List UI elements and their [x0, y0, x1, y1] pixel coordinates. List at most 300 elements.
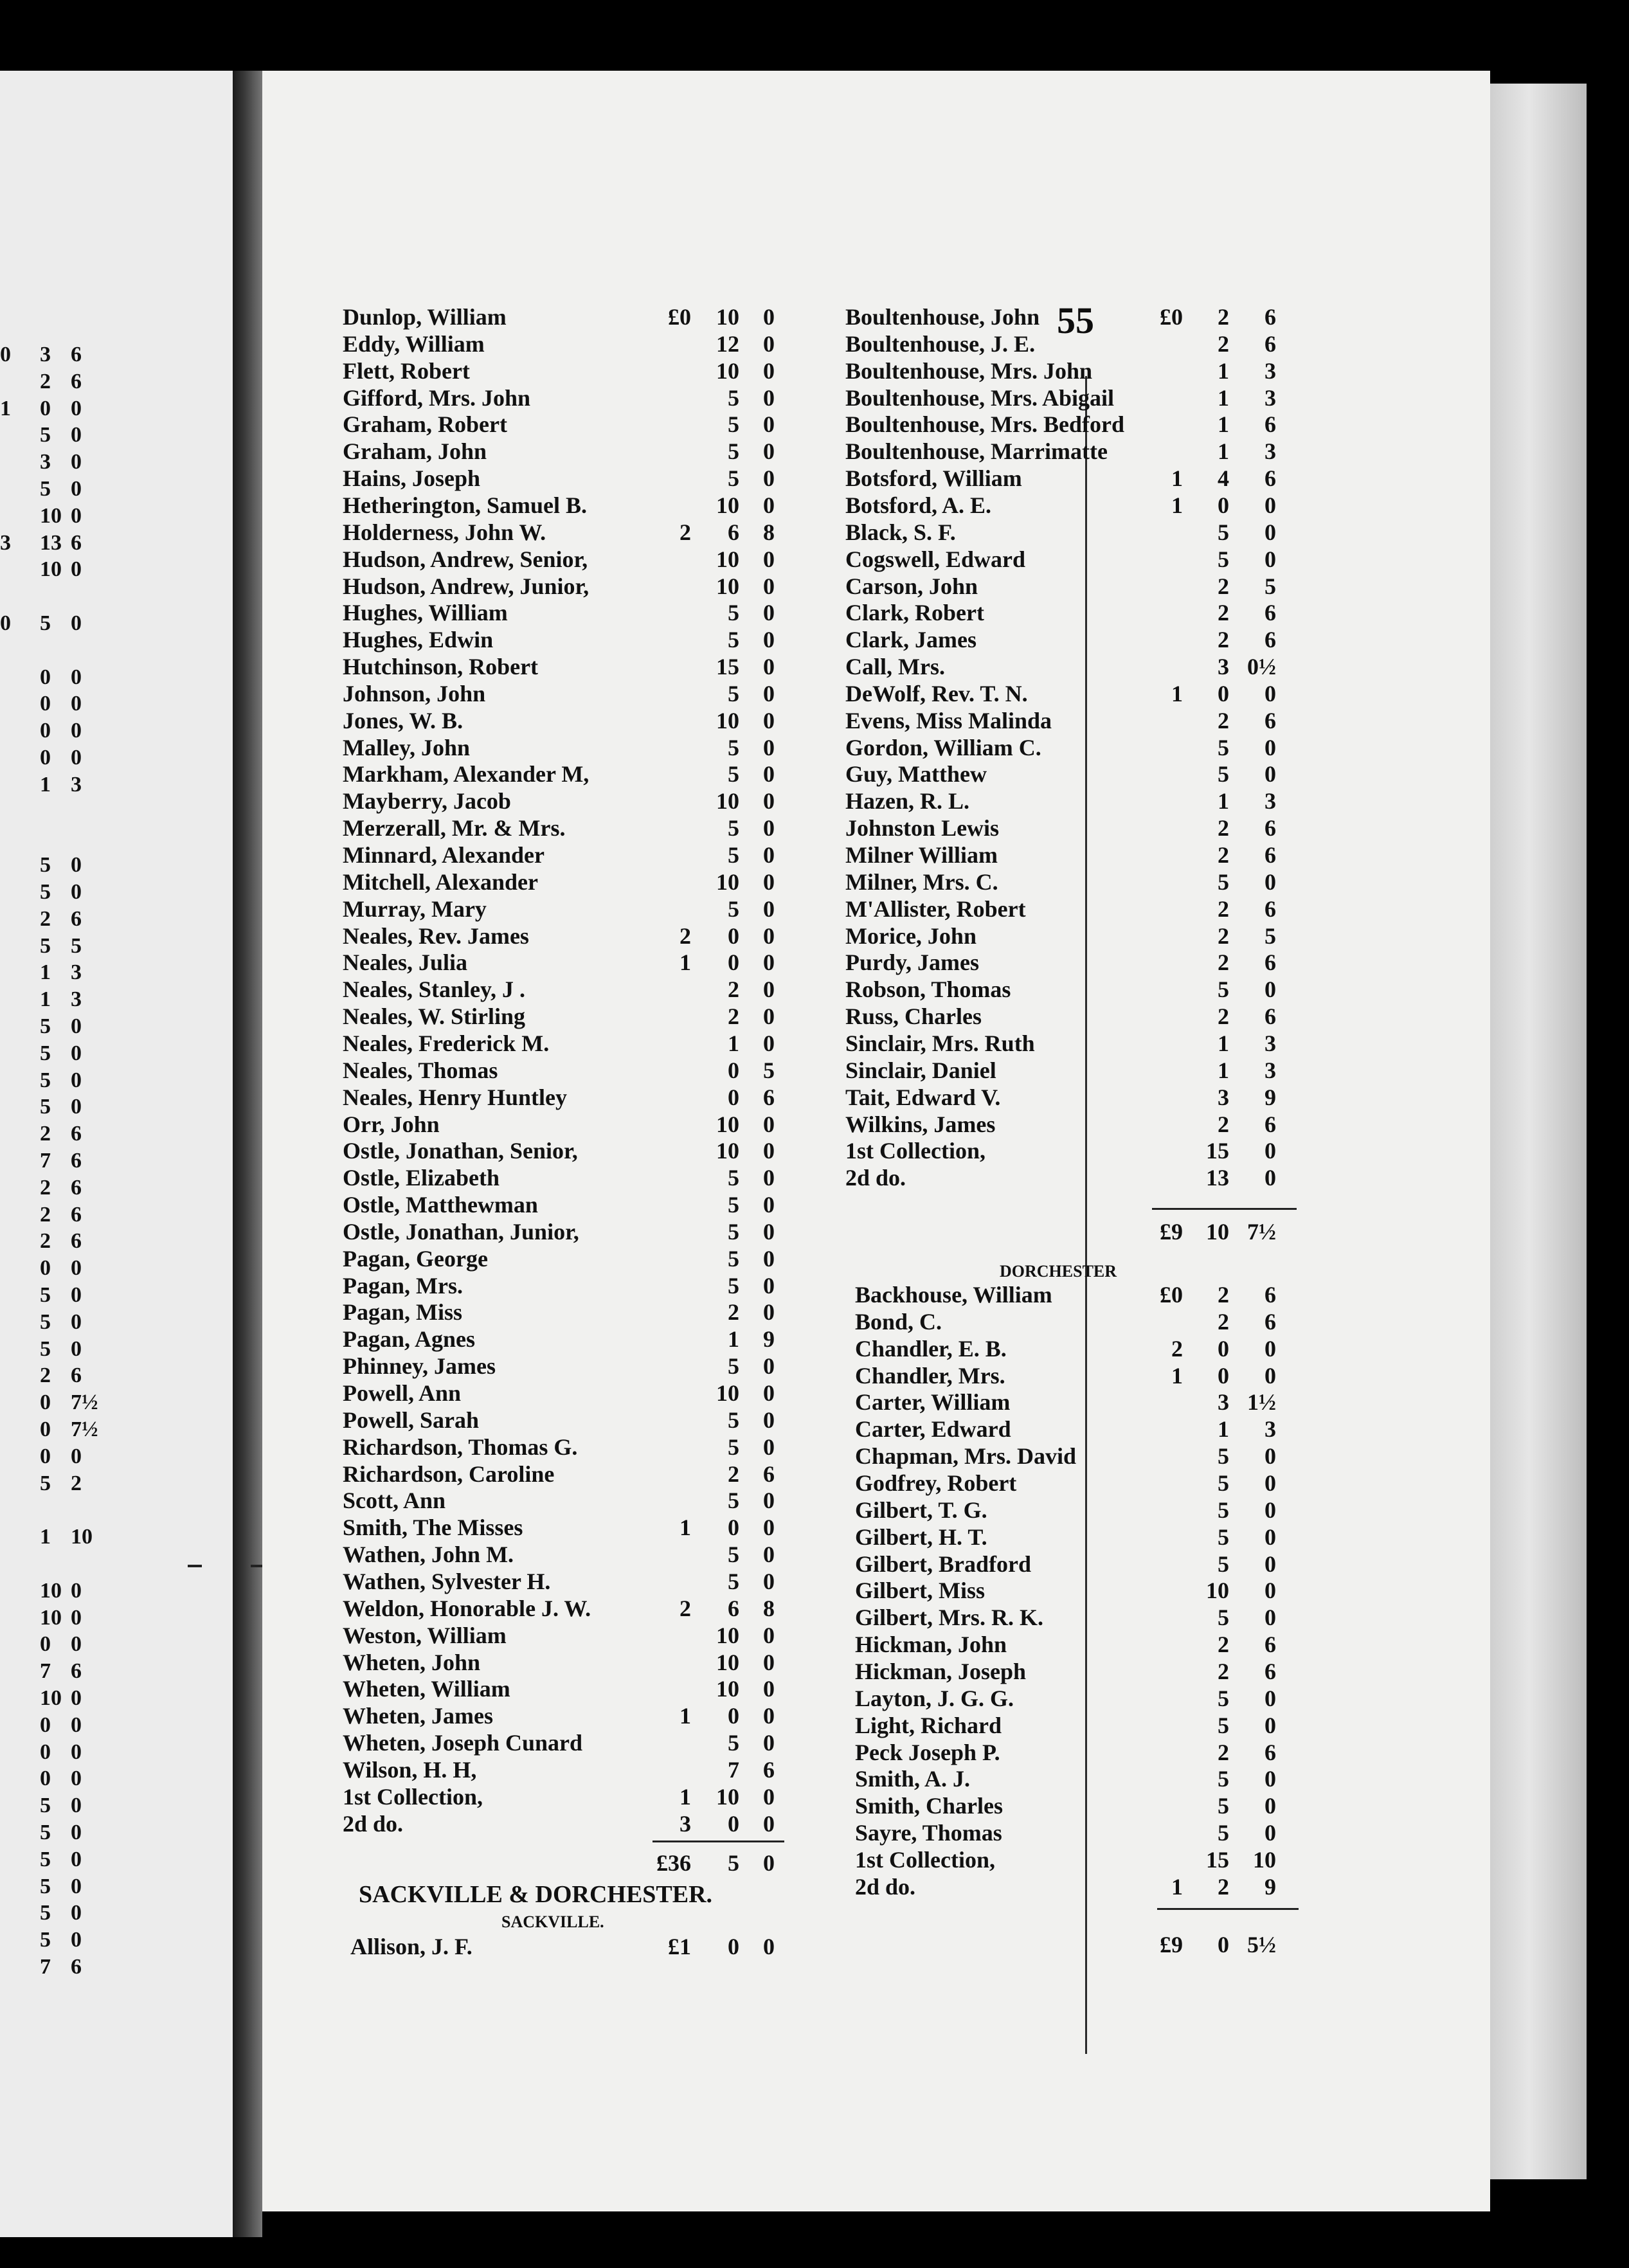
subscriber-name: Sayre, Thomas: [855, 1820, 1002, 1846]
facing-page-amount: 0: [71, 1740, 82, 1764]
pence-amount: 0: [763, 438, 775, 465]
list-item: [845, 653, 1302, 680]
pence-amount: 0: [763, 761, 775, 788]
subscriber-name: Botsford, A. E.: [845, 492, 992, 518]
pence-amount: 3: [1264, 384, 1276, 411]
pence-amount: 9: [1264, 1084, 1276, 1110]
facing-page-amount: 7½: [71, 1418, 98, 1441]
subscriber-name: Hughes, William: [343, 600, 508, 626]
pence-amount: 0: [763, 1783, 775, 1810]
facing-page-row: [0, 477, 90, 504]
facing-page-row: [0, 1041, 90, 1068]
facing-page-amount: 5: [40, 1928, 51, 1952]
subscriber-name: Wheten, John: [343, 1649, 481, 1675]
pence-amount: 0: [763, 788, 775, 815]
shillings-amount: 5: [728, 680, 739, 706]
list-item: [855, 1604, 1302, 1631]
list-item: [343, 411, 800, 438]
pounds-amount: £0: [1160, 1282, 1183, 1308]
subscriber-name: Hudson, Andrew, Junior,: [343, 573, 590, 599]
list-item: [855, 1658, 1302, 1685]
shillings-amount: 5: [1218, 1497, 1229, 1523]
facing-page-row: [0, 1364, 90, 1390]
shillings-amount: 5: [728, 761, 739, 788]
facing-page-amount: 5: [40, 423, 51, 447]
subscriber-name: Wathen, John M.: [343, 1542, 514, 1568]
subscriber-name: Hazen, R. L.: [845, 788, 969, 815]
pounds-amount: 1: [680, 1783, 691, 1810]
shillings-amount: 10: [716, 1649, 739, 1675]
facing-page-amount: 5: [40, 1095, 51, 1119]
list-item: [855, 1551, 1302, 1578]
shillings-amount: 1: [1218, 788, 1229, 815]
pence-amount: 6: [763, 1756, 775, 1783]
subscriber-name: Evens, Miss Malinda: [845, 707, 1052, 734]
shillings-amount: 5: [1218, 1443, 1229, 1470]
list-item: [845, 949, 1302, 976]
facing-page-amount: 0: [40, 1740, 51, 1764]
shillings-amount: 10: [716, 1111, 739, 1137]
facing-page-amount: 0: [71, 1847, 82, 1871]
list-item: [845, 330, 1302, 357]
pence-amount: 0: [763, 357, 775, 384]
facing-page-amount: 0: [71, 1632, 82, 1657]
list-item: [343, 357, 800, 384]
list-item: [855, 1739, 1302, 1766]
subscriber-name: 1st Collection,: [343, 1783, 483, 1810]
shillings-amount: 5: [728, 1353, 739, 1380]
subscriber-name: Pagan, Mrs.: [343, 1272, 463, 1299]
facing-page-amount: 5: [40, 933, 51, 958]
shillings-amount: 1: [1218, 384, 1229, 411]
shillings-amount: 0: [1218, 492, 1229, 518]
shillings-amount: 5: [1218, 546, 1229, 572]
subscriber-name: Hickman, Joseph: [855, 1658, 1027, 1684]
subscriber-name: Murray, Mary: [343, 896, 487, 922]
facing-page-row: [0, 1498, 90, 1525]
subscriber-name: Pagan, George: [343, 1245, 488, 1272]
pence-amount: 0: [763, 1676, 775, 1702]
pence-amount: 0: [1264, 1138, 1276, 1164]
facing-page-row: [0, 638, 90, 665]
subscriber-name: Morice, John: [845, 923, 977, 949]
pence-amount: 0: [763, 1810, 775, 1837]
subscriber-name: Ostle, Jonathan, Junior,: [343, 1218, 579, 1245]
subscriber-name: Chapman, Mrs. David: [855, 1443, 1077, 1470]
facing-page-row: [0, 611, 90, 638]
pence-amount: 0: [1264, 492, 1276, 518]
list-item: [845, 573, 1302, 600]
pence-amount: 5: [1264, 573, 1276, 599]
list-item: [845, 519, 1302, 546]
list-item: [845, 465, 1302, 492]
pence-amount: 0: [763, 842, 775, 868]
facing-page-row: [0, 1472, 90, 1498]
pence-amount: 6: [1264, 600, 1276, 626]
list-item: [350, 1933, 800, 1960]
pence-amount: 0: [1264, 519, 1276, 545]
facing-page-amount: 0: [71, 1336, 82, 1361]
section-heading: SACKVILLE & DORCHESTER.: [359, 1881, 713, 1909]
facing-page-amount: 7½: [71, 1390, 98, 1415]
facing-page-amount: 1: [0, 396, 11, 420]
subscriber-name: Hutchinson, Robert: [343, 654, 539, 680]
facing-page-amount: 10: [40, 1686, 62, 1710]
list-item: [845, 923, 1302, 950]
pence-amount: 0: [763, 384, 775, 411]
dorchester-heading: DORCHESTER: [1000, 1262, 1117, 1281]
total-rule: [1152, 1208, 1297, 1210]
shillings-amount: 5: [728, 465, 739, 492]
subscriber-name: Gilbert, Bradford: [855, 1551, 1031, 1577]
list-item: [343, 438, 800, 465]
shillings-amount: 5: [1218, 977, 1229, 1003]
shillings-amount: 6: [728, 519, 739, 545]
total-row: [1144, 1931, 1302, 1958]
list-item: [343, 1514, 800, 1541]
shillings-amount: 12: [716, 330, 739, 357]
facing-page-row: [0, 1713, 90, 1740]
facing-page-amount: 0: [71, 1874, 82, 1898]
facing-page-row: [0, 1579, 90, 1606]
pence-amount: 0: [763, 977, 775, 1003]
pence-amount: 0: [763, 1730, 775, 1756]
shillings-amount: 3: [1218, 1084, 1229, 1110]
pence-amount: 6: [763, 1084, 775, 1110]
facing-page-row: [0, 1229, 90, 1256]
subscriber-name: Mayberry, Jacob: [343, 788, 511, 815]
shillings-amount: 15: [716, 654, 739, 680]
facing-page-amount: 5: [40, 1310, 51, 1334]
facing-page-amount: 0: [40, 1418, 51, 1441]
subscriber-name: Neales, Frederick M.: [343, 1030, 550, 1056]
facing-page-row: [0, 1552, 90, 1579]
list-item: [855, 1362, 1302, 1389]
subscriber-name: Hetherington, Samuel B.: [343, 492, 588, 518]
pounds-amount: 2: [680, 519, 691, 545]
shillings-amount: 2: [1218, 923, 1229, 949]
shillings-amount: 2: [1218, 1873, 1229, 1900]
total-pounds: £9: [1160, 1931, 1183, 1958]
facing-page-amount: 0: [40, 719, 51, 743]
shillings-amount: 5: [728, 1272, 739, 1299]
pence-amount: 0: [1264, 546, 1276, 572]
subscriber-name: Light, Richard: [855, 1712, 1002, 1738]
pounds-amount: 1: [1171, 465, 1183, 492]
facing-page-amount: 0: [71, 1283, 82, 1307]
facing-page-row: [0, 1659, 90, 1686]
facing-page-row: [0, 746, 90, 773]
subscriber-name: Wheten, William: [343, 1676, 510, 1702]
subscriber-name: Boultenhouse, John: [845, 304, 1040, 330]
pence-amount: 0: [763, 465, 775, 492]
list-item: [343, 1299, 800, 1326]
facing-page-amount: 10: [40, 503, 62, 528]
shillings-amount: 2: [1218, 330, 1229, 357]
shillings-amount: 0: [1218, 1362, 1229, 1389]
pence-amount: 0: [763, 627, 775, 653]
pence-amount: 0: [763, 654, 775, 680]
facing-page-row: [0, 1848, 90, 1875]
shillings-amount: 10: [716, 1676, 739, 1702]
pence-amount: 0: [1264, 1165, 1276, 1191]
facing-page-amount: 2: [40, 1229, 51, 1254]
facing-page-amount: 1: [40, 772, 51, 797]
subscriber-name: Neales, Thomas: [343, 1057, 498, 1083]
facing-page-row: [0, 880, 90, 907]
facing-page-amount: 0: [71, 1444, 82, 1468]
pence-amount: 0: [763, 304, 775, 330]
pence-amount: 0: [1264, 761, 1276, 788]
shillings-amount: 1: [1218, 1057, 1229, 1083]
shillings-amount: 5: [1218, 1766, 1229, 1792]
subscriber-name: Graham, Robert: [343, 411, 507, 438]
subscriber-name: Graham, John: [343, 438, 487, 465]
pence-amount: 0: [763, 1138, 775, 1164]
shillings-amount: 5: [1218, 1712, 1229, 1738]
facing-page-amount: 2: [71, 1471, 82, 1495]
pence-amount: 0: [763, 896, 775, 922]
pence-amount: 3: [1264, 357, 1276, 384]
shillings-amount: 5: [728, 438, 739, 465]
shillings-amount: 5: [1218, 761, 1229, 788]
shillings-amount: 5: [1218, 869, 1229, 895]
list-item: [343, 815, 800, 842]
subscriber-name: Richardson, Thomas G.: [343, 1434, 578, 1460]
shillings-amount: 0: [728, 1515, 739, 1541]
shillings-amount: 5: [728, 1568, 739, 1594]
facing-page-amount: 0: [71, 1578, 82, 1603]
facing-page-amount: 0: [71, 1014, 82, 1038]
subscriber-name: Boultenhouse, Mrs. Abigail: [845, 384, 1115, 411]
list-item: [343, 1568, 800, 1595]
facing-page-amount: 0: [71, 450, 82, 474]
facing-page-row: [0, 934, 90, 961]
facing-page-amount: 0: [71, 611, 82, 635]
pence-amount: 0: [763, 1542, 775, 1568]
list-item: [845, 1003, 1302, 1030]
facing-page-amount: 6: [71, 1364, 82, 1388]
list-item: [343, 1003, 800, 1030]
list-item: [855, 1819, 1302, 1846]
list-item: [855, 1631, 1302, 1658]
shillings-amount: 10: [1206, 1578, 1229, 1604]
facing-page-amount: 3: [71, 960, 82, 985]
shillings-amount: 2: [728, 977, 739, 1003]
shillings-amount: 1: [728, 1030, 739, 1056]
shillings-amount: 2: [1218, 600, 1229, 626]
shillings-amount: 5: [1218, 1685, 1229, 1711]
shillings-amount: 2: [728, 1299, 739, 1326]
facing-page-amount: 0: [71, 1310, 82, 1334]
list-item: [855, 1873, 1302, 1900]
subscriber-name: Gilbert, Mrs. R. K.: [855, 1605, 1043, 1631]
facing-page-row: [0, 1095, 90, 1122]
subscriber-name: 1st Collection,: [855, 1846, 995, 1873]
list-item: [343, 330, 800, 357]
list-item: [845, 1164, 1302, 1191]
pence-amount: 5: [1264, 923, 1276, 949]
facing-page-amount: 0: [40, 1632, 51, 1657]
subscriber-name: Powell, Ann: [343, 1380, 462, 1406]
facing-page-amount: 5: [40, 1014, 51, 1038]
subscriber-name: Carter, Edward: [855, 1416, 1011, 1443]
facing-page-row: [0, 1176, 90, 1203]
pounds-amount: £0: [1160, 304, 1183, 330]
list-item: [343, 1164, 800, 1191]
facing-page-amount: 0: [71, 1794, 82, 1818]
shillings-amount: 2: [1218, 1308, 1229, 1335]
pence-amount: 0: [763, 600, 775, 626]
pence-amount: 5: [763, 1057, 775, 1083]
pounds-amount: 2: [680, 1595, 691, 1621]
list-item: [845, 896, 1302, 923]
facing-page-amount: 0: [40, 1444, 51, 1468]
total-shillings: 5: [728, 1850, 739, 1877]
shillings-amount: 2: [1218, 1111, 1229, 1137]
shillings-amount: 4: [1218, 465, 1229, 492]
list-item: [855, 1443, 1302, 1470]
list-item: [343, 1729, 800, 1756]
shillings-amount: 5: [1218, 1551, 1229, 1577]
shillings-amount: 15: [1206, 1846, 1229, 1873]
subscriber-name: Hains, Joseph: [343, 465, 481, 492]
list-item: [855, 1281, 1302, 1308]
facing-page-amount: 0: [71, 746, 82, 770]
list-item: [855, 1524, 1302, 1551]
shillings-amount: 0: [1218, 680, 1229, 706]
shillings-amount: 5: [1218, 1524, 1229, 1550]
list-item: [845, 707, 1302, 734]
subscriber-name: Minnard, Alexander: [343, 842, 545, 868]
shillings-amount: 7: [728, 1756, 739, 1783]
facing-page-amount: 0: [40, 1390, 51, 1415]
list-item: [343, 1595, 800, 1622]
subscriber-name: Allison, J. F.: [350, 1934, 473, 1960]
subscriber-name: Smith, Charles: [855, 1793, 1004, 1819]
facing-page-row: [0, 853, 90, 880]
facing-page-amount: 3: [40, 343, 51, 366]
pounds-amount: 1: [680, 950, 691, 976]
facing-page-amount: 0: [40, 692, 51, 716]
facing-page-row: [0, 1337, 90, 1364]
facing-page-row: [0, 504, 90, 531]
pence-amount: 6: [763, 1461, 775, 1487]
sub-heading: SACKVILLE.: [501, 1913, 604, 1932]
pence-amount: 0: [1264, 977, 1276, 1003]
pounds-amount: 1: [680, 1703, 691, 1729]
facing-page-amount: 6: [71, 906, 82, 931]
subscriber-name: Wheten, James: [343, 1703, 493, 1729]
pence-amount: 3: [1264, 1057, 1276, 1083]
list-item: [845, 357, 1302, 384]
pence-amount: 0: [763, 1703, 775, 1729]
list-item: [343, 788, 800, 815]
list-item: [343, 492, 800, 519]
list-item: [855, 1335, 1302, 1362]
pence-amount: 9: [763, 1326, 775, 1353]
shillings-amount: 10: [716, 357, 739, 384]
subscriber-name: Scott, Ann: [343, 1488, 446, 1514]
pence-amount: 3: [1264, 1416, 1276, 1443]
shillings-amount: 10: [716, 546, 739, 572]
pence-amount: 0: [1264, 1335, 1276, 1362]
facing-page-amount: 5: [40, 1471, 51, 1495]
pence-amount: 0: [763, 1272, 775, 1299]
subscriber-name: Robson, Thomas: [845, 977, 1011, 1003]
subscriber-name: Smith, The Misses: [343, 1515, 523, 1541]
list-item: [343, 1541, 800, 1568]
facing-page-amount: 1: [40, 1525, 51, 1549]
shillings-amount: 5: [728, 1192, 739, 1218]
pence-amount: 0: [763, 1111, 775, 1137]
facing-page-amount: 10: [40, 1578, 62, 1603]
facing-page-amount: 2: [40, 1202, 51, 1227]
subscriber-name: Merzerall, Mr. & Mrs.: [343, 815, 566, 842]
facing-page-amount: 3: [71, 772, 82, 797]
shillings-amount: 1: [1218, 1030, 1229, 1056]
shillings-amount: 1: [1218, 1416, 1229, 1443]
pence-amount: 6: [1264, 896, 1276, 922]
list-item: [845, 492, 1302, 519]
facing-page-row: [0, 960, 90, 987]
subscriber-name: 1st Collection,: [845, 1138, 986, 1164]
pence-amount: 6: [1264, 1658, 1276, 1684]
subscriber-name: Bond, C.: [855, 1308, 942, 1335]
shillings-amount: 13: [1206, 1165, 1229, 1191]
facing-page-amount: 5: [40, 1041, 51, 1065]
pence-amount: 6: [1264, 707, 1276, 734]
pence-amount: 0: [763, 1165, 775, 1191]
facing-page-amount: 6: [71, 1122, 82, 1146]
facing-page-row: [0, 987, 90, 1014]
list-item: [343, 976, 800, 1003]
pence-amount: 6: [1264, 815, 1276, 842]
facing-page-amount: 6: [71, 1175, 82, 1200]
subscriber-name: Orr, John: [343, 1111, 440, 1137]
pence-amount: 6: [1264, 465, 1276, 492]
pence-amount: 0: [1264, 1605, 1276, 1631]
facing-page-amount: 3: [0, 530, 11, 555]
facing-page-amount: 6: [71, 1202, 82, 1227]
list-item: [845, 680, 1302, 707]
list-item: [343, 1461, 800, 1488]
pounds-amount: 2: [1171, 1335, 1183, 1362]
pence-amount: 6: [1264, 1004, 1276, 1030]
subscriber-name: Wilkins, James: [845, 1111, 996, 1137]
pence-amount: 0: [1264, 1712, 1276, 1738]
pence-amount: 0: [763, 1299, 775, 1326]
facing-page-row: [0, 1444, 90, 1472]
shillings-amount: 5: [728, 384, 739, 411]
facing-page-amount: 0: [71, 396, 82, 420]
facing-page-row: [0, 773, 90, 800]
list-item: [845, 1084, 1302, 1111]
facing-page-amount: 13: [40, 530, 62, 555]
pence-amount: 0: [763, 869, 775, 895]
subscriber-name: Gilbert, Miss: [855, 1578, 985, 1604]
total-pence: 7½: [1247, 1219, 1276, 1245]
list-item: [343, 1622, 800, 1649]
facing-page-row: [0, 1283, 90, 1310]
shillings-amount: 2: [1218, 1739, 1229, 1765]
shillings-amount: 5: [728, 1730, 739, 1756]
shillings-amount: 0: [728, 923, 739, 949]
facing-page-amount: 0: [40, 1713, 51, 1737]
subscriber-name: Neales, Julia: [343, 950, 467, 976]
shillings-amount: 10: [716, 1380, 739, 1406]
facing-page-row: [0, 423, 90, 450]
